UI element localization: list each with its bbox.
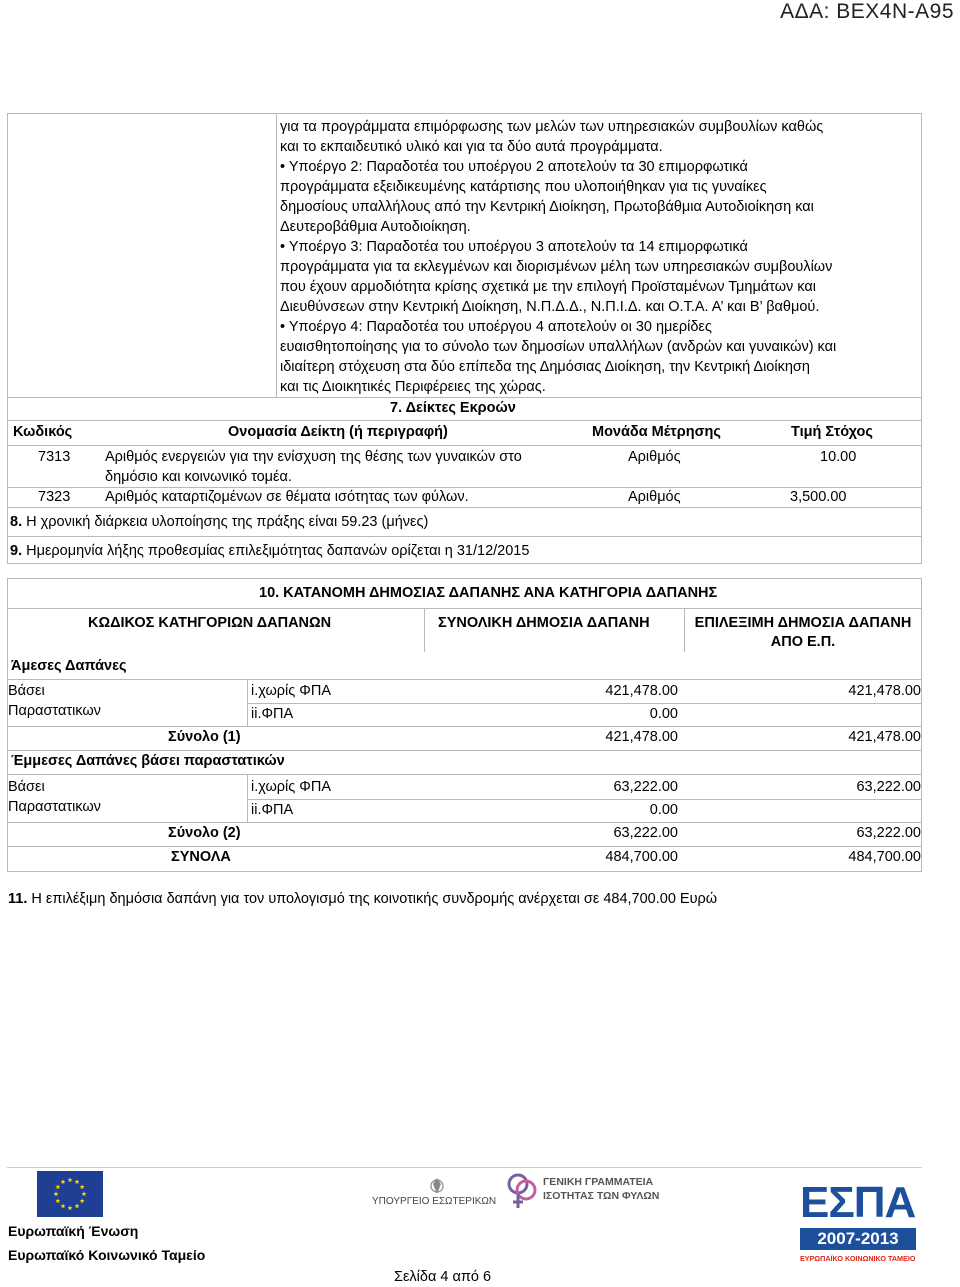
paragraph-line: • Υποέργο 3: Παραδοτέα του υποέργου 3 αποτελούν τα 14 επιμορφωτικά bbox=[280, 239, 748, 255]
subtotal-total: 421,478.00 bbox=[605, 729, 678, 745]
header-total: ΣΥΝΟΛΙΚΗ ΔΗΜΟΣΙΑ ΔΑΠΑΝΗ bbox=[438, 615, 650, 631]
expenditure-section bbox=[7, 578, 922, 872]
row-total: 63,222.00 bbox=[613, 779, 678, 795]
divider bbox=[8, 536, 921, 537]
divider bbox=[8, 507, 921, 508]
row-label: i.χωρίς ΦΠΑ bbox=[251, 779, 331, 795]
column-divider bbox=[276, 114, 277, 397]
indicator-name: Αριθμός ενεργειών για την ενίσχυση της θέσης των γυναικών στο bbox=[105, 449, 522, 465]
indicators-title: 7. Δείκτες Εκροών bbox=[390, 400, 516, 416]
subtotal-eligible: 63,222.00 bbox=[856, 825, 921, 841]
ada-code: ΑΔΑ: ΒΕΧ4Ν-Α95 bbox=[780, 0, 954, 23]
row-total: 421,478.00 bbox=[605, 683, 678, 699]
espa-logo bbox=[800, 1178, 920, 1274]
duration-number: 8. bbox=[10, 514, 23, 530]
indirect-costs-title: Έμμεσες Δαπάνες βάσει παραστατικών bbox=[11, 753, 285, 769]
deadline-number: 9. bbox=[10, 543, 23, 559]
indicator-code: 7323 bbox=[38, 489, 71, 505]
eu-star-icon bbox=[61, 1204, 66, 1209]
eu-star-icon bbox=[55, 1184, 60, 1189]
paragraph-line: • Υποέργο 2: Παραδοτέα του υποέργου 2 αποτελούν τα 30 επιμορφωτικά bbox=[280, 159, 748, 175]
eu-label: Ευρωπαϊκή Ένωση bbox=[8, 1223, 139, 1239]
paragraph-line: προγράμματα για τα εκλεγμένων και διορισμένων μέλη των υπηρεσιακών συμβουλίων bbox=[280, 259, 833, 275]
header-code: Κωδικός bbox=[13, 424, 73, 440]
indicator-unit: Αριθμός bbox=[628, 489, 681, 505]
eu-star-icon bbox=[75, 1179, 80, 1184]
indicator-name-cont: δημόσιο και κοινωνικό τομέα. bbox=[105, 469, 292, 485]
paragraph-line: για τα προγράμματα επιμόρφωσης των μελών των υπηρεσιακών συμβουλίων καθώς bbox=[280, 119, 824, 135]
direct-costs-title: Άμεσες Δαπάνες bbox=[11, 658, 127, 674]
row-label: ii.ΦΠΑ bbox=[251, 706, 294, 722]
gender-symbol-icon bbox=[505, 1170, 539, 1212]
header-eligible-cont: ΑΠΟ Ε.Π. bbox=[770, 634, 836, 650]
header-eligible: ΕΠΙΛΕΞΙΜΗ ΔΗΜΟΣΙΑ ΔΑΠΑΝΗ bbox=[694, 615, 912, 631]
basis-label: Βάσει bbox=[8, 779, 45, 795]
header-indicator-name: Ονομασία Δείκτη (ή περιγραφή) bbox=[228, 424, 448, 440]
paragraph-line: και τις Διοικητικές Περιφέρειες της χώρας. bbox=[280, 379, 546, 395]
duration-statement bbox=[10, 512, 428, 532]
gsge-logo bbox=[505, 1170, 675, 1215]
eu-star-icon bbox=[82, 1191, 87, 1196]
grand-eligible: 484,700.00 bbox=[848, 849, 921, 865]
espa-years: 2007-2013 bbox=[800, 1228, 916, 1250]
outputs-section bbox=[7, 113, 922, 564]
greek-emblem-icon bbox=[417, 1176, 457, 1196]
footer-divider bbox=[7, 1167, 922, 1168]
column-divider bbox=[424, 608, 425, 652]
header-category: ΚΩΔΙΚΟΣ ΚΑΤΗΓΟΡΙΩΝ ΔΑΠΑΝΩΝ bbox=[88, 615, 332, 631]
deliverables-paragraph bbox=[280, 117, 920, 397]
indicator-name: Αριθμός καταρτιζομένων σε θέματα ισότητας των φύλων. bbox=[105, 489, 469, 505]
eligible-statement bbox=[8, 889, 717, 909]
ministry-logo bbox=[372, 1176, 502, 1216]
indicator-target: 10.00 bbox=[820, 449, 857, 465]
eu-star-icon bbox=[68, 1177, 73, 1182]
eu-flag-icon bbox=[37, 1171, 103, 1217]
column-divider bbox=[247, 774, 248, 822]
header-unit: Μονάδα Μέτρησης bbox=[592, 424, 721, 440]
eu-stars-icon bbox=[37, 1171, 103, 1217]
esf-label: Ευρωπαϊκό Κοινωνικό Ταμείο bbox=[8, 1247, 206, 1263]
indicator-target: 3,500.00 bbox=[790, 489, 847, 505]
divider bbox=[8, 420, 921, 421]
row-total: 0.00 bbox=[649, 706, 678, 722]
page-number: Σελίδα 4 από 6 bbox=[394, 1269, 492, 1285]
row-eligible: 63,222.00 bbox=[856, 779, 921, 795]
subtotal-label: Σύνολο (2) bbox=[168, 825, 241, 841]
paragraph-line: που έχουν αρμοδιότητα κρίσης σχετικά με την επιλογή Προϊσταμένων Τμημάτων και bbox=[280, 279, 816, 295]
paragraph-line: και το εκπαιδευτικό υλικό και για τα δύο αυτά προγράμματα. bbox=[280, 139, 663, 155]
espa-wordmark: ΕΣΠΑ bbox=[800, 1178, 916, 1227]
paragraph-line: δημοσίους υπαλλήλους από την Κεντρική Διοίκηση, Πρωτοβάθμια Αυτοδιοίκηση και bbox=[280, 199, 814, 215]
ministry-name: ΥΠΟΥΡΓΕΙΟ ΕΣΩΤΕΡΙΚΩΝ bbox=[372, 1196, 497, 1207]
row-eligible: 421,478.00 bbox=[848, 683, 921, 699]
paragraph-line: ιδιαίτερη στόχευση στα δύο επίπεδα της Δημόσιας Διοίκηση, την Κεντρική Διοίκηση bbox=[280, 359, 810, 375]
duration-text: Η χρονική διάρκεια υλοποίησης της πράξης είναι 59.23 (μήνες) bbox=[22, 514, 429, 530]
grand-total-label: ΣΥΝΟΛΑ bbox=[171, 849, 231, 865]
eu-star-icon bbox=[55, 1198, 60, 1203]
basis-label-cont: Παραστατικων bbox=[8, 703, 101, 719]
espa-fund: ΕΥΡΩΠΑΪΚΟ ΚΟΙΝΩΝΙΚΟ ΤΑΜΕΙΟ bbox=[800, 1254, 916, 1263]
grand-total: 484,700.00 bbox=[605, 849, 678, 865]
paragraph-line: • Υποέργο 4: Παραδοτέα του υποέργου 4 αποτελούν οι 30 ημερίδες bbox=[280, 319, 712, 335]
divider bbox=[8, 445, 921, 446]
row-label: ii.ΦΠΑ bbox=[251, 802, 294, 818]
eu-star-icon bbox=[54, 1191, 59, 1196]
paragraph-line: προγράμματα εξειδικευμένης κατάρτισης που υλοποιήθηκαν για τις γυναίκες bbox=[280, 179, 767, 195]
indicator-unit: Αριθμός bbox=[628, 449, 681, 465]
column-divider bbox=[684, 608, 685, 652]
divider bbox=[8, 608, 921, 609]
indicator-code: 7313 bbox=[38, 449, 71, 465]
eu-star-icon bbox=[80, 1184, 85, 1189]
expenditure-title: 10. ΚΑΤΑΝΟΜΗ ΔΗΜΟΣΙΑΣ ΔΑΠΑΝΗΣ ΑΝΑ ΚΑΤΗΓΟΡΙΑ ΔΑΠΑΝΗΣ bbox=[259, 585, 718, 601]
gsge-name: ΓΕΝΙΚΗ ΓΡΑΜΜΑΤΕΙΑ bbox=[543, 1176, 654, 1188]
subtotal-total: 63,222.00 bbox=[613, 825, 678, 841]
subtotal-label: Σύνολο (1) bbox=[168, 729, 241, 745]
paragraph-line: Δευτεροβάθμια Αυτοδιοίκηση. bbox=[280, 219, 471, 235]
paragraph-line: Διευθύνσεων στην Κεντρική Διοίκηση, Ν.Π.Δ.Δ., Ν.Π.Ι.Δ. και Ο.Τ.Α. Α’ και Β’ βαθμού. bbox=[280, 299, 820, 315]
eu-star-icon bbox=[80, 1198, 85, 1203]
eu-star-icon bbox=[61, 1179, 66, 1184]
header-target: Τιμή Στόχος bbox=[791, 424, 873, 440]
divider bbox=[8, 774, 921, 775]
deadline-text: Ημερομηνία λήξης προθεσμίας επιλεξιμότητας δαπανών ορίζεται η 31/12/2015 bbox=[22, 543, 530, 559]
subtotal-eligible: 421,478.00 bbox=[848, 729, 921, 745]
row-label: i.χωρίς ΦΠΑ bbox=[251, 683, 331, 699]
deadline-statement bbox=[10, 541, 529, 561]
divider bbox=[8, 679, 921, 680]
row-total: 0.00 bbox=[649, 802, 678, 818]
basis-label: Βάσει bbox=[8, 683, 45, 699]
eligible-text: Η επιλέξιμη δημόσια δαπάνη για τον υπολογισμό της κοινοτικής συνδρομής ανέρχεται σε 484,700.00 Ευρώ bbox=[27, 891, 718, 907]
gsge-name-cont: ΙΣΟΤΗΤΑΣ ΤΩΝ ΦΥΛΩΝ bbox=[543, 1190, 660, 1202]
eu-star-icon bbox=[75, 1204, 80, 1209]
eligible-number: 11. bbox=[8, 891, 28, 907]
paragraph-line: ευαισθητοποίησης για το σύνολο των δημοσίων υπαλλήλων (ανδρών και γυναικών) και bbox=[280, 339, 837, 355]
basis-label-cont: Παραστατικων bbox=[8, 799, 101, 815]
eu-star-icon bbox=[68, 1205, 73, 1210]
